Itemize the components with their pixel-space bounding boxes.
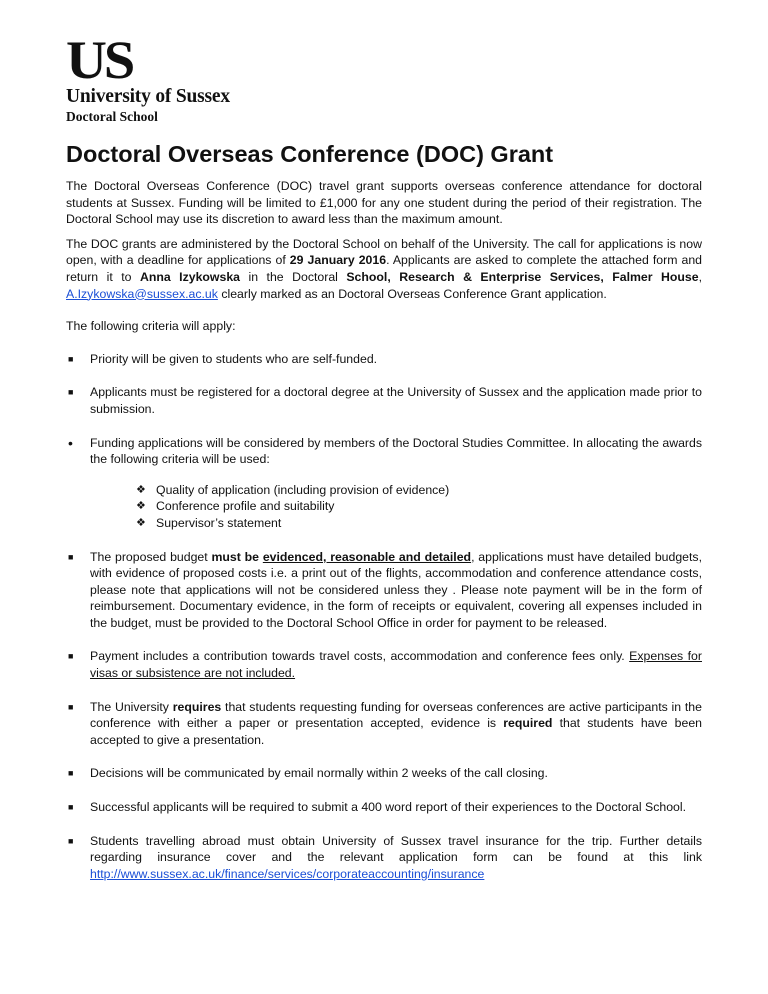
deadline-date: 29 January 2016 <box>289 253 387 268</box>
square-bullet-icon: ■ <box>68 701 74 712</box>
criteria-text: Funding applications will be considered by members of the Doctoral Studies Committee. In allocating the awards the following criteria will be used: <box>90 435 702 467</box>
square-bullet-icon: ■ <box>68 835 74 846</box>
office-address: School, Research & Enterprise Services, Falmer House <box>346 269 699 284</box>
diamond-bullet-icon: ❖ <box>136 516 146 529</box>
contact-name: Anna Izykowska <box>139 269 241 284</box>
square-bullet-icon: ■ <box>68 651 74 662</box>
criteria-emphasis: requires <box>172 699 222 714</box>
criteria-item-decisions <box>66 765 702 782</box>
assessment-criteria-list <box>136 482 702 532</box>
criteria-item-participation <box>66 699 702 749</box>
intro-paragraph-2 <box>66 236 702 302</box>
round-bullet-icon: • <box>68 434 73 451</box>
criteria-item-budget <box>66 549 702 632</box>
logo-university-name: University of Sussex <box>66 86 230 107</box>
criteria-text: Priority will be given to students who are self-funded. <box>90 351 378 366</box>
diamond-bullet-icon: ❖ <box>136 483 146 496</box>
criteria-text: Successful applicants will be required to submit a 400 word report of their experiences to the Doctoral School. <box>90 800 687 815</box>
assessment-text: Supervisor’s statement <box>156 515 282 530</box>
criteria-text: The proposed budget <box>90 549 212 564</box>
criteria-text: Payment includes a contribution towards travel costs, accommodation and conference fees only. <box>90 649 630 664</box>
square-bullet-icon: ■ <box>68 802 74 813</box>
criteria-emphasis: required <box>503 716 553 731</box>
criteria-text: Applicants must be registered for a doctoral degree at the University of Sussex and the application made prior to submission. <box>90 385 702 416</box>
criteria-item-insurance <box>66 833 702 883</box>
document-body <box>66 178 702 899</box>
diamond-bullet-icon: ❖ <box>136 500 146 513</box>
criteria-item-committee <box>66 435 702 532</box>
assessment-item <box>136 515 702 532</box>
intro-p2-text-c: in the Doctoral <box>240 269 347 284</box>
assessment-item <box>136 498 702 515</box>
assessment-text: Conference profile and suitability <box>156 499 335 514</box>
criteria-emphasis: must be <box>211 549 263 564</box>
square-bullet-icon: ■ <box>68 387 74 398</box>
criteria-text: Decisions will be communicated by email normally within 2 weeks of the call closing. <box>90 766 548 781</box>
logo-mark: US <box>66 30 133 90</box>
page-title: Doctoral Overseas Conference (DOC) Grant <box>66 141 554 167</box>
intro-p2-text-d: , <box>698 269 703 284</box>
criteria-item-payment <box>66 648 702 681</box>
intro-p2-text-b: . Applicants are asked to complete the attached form and return it to <box>66 253 703 284</box>
square-bullet-icon: ■ <box>68 551 74 562</box>
intro-p2-text-a: The DOC grants are administered by the Doctoral School on behalf of the University. The call for applications is now open, with a deadline for applications of <box>66 236 702 268</box>
intro-p2-text-e: clearly marked as an Doctoral Overseas Conference Grant application. <box>217 286 607 301</box>
criteria-text: that students requesting funding for overseas conferences are active participants in the conference with either a paper or presentation accepted, evidence is <box>90 699 702 731</box>
contact-email-link[interactable]: A.Izykowska@sussex.ac.uk <box>66 286 218 301</box>
university-logo <box>66 30 256 128</box>
criteria-item-self-funded <box>66 351 702 368</box>
criteria-text: , applications must have detailed budgets, with evidence of proposed costs i.e. a print out of the flights, accommodation and conference attendance costs, please note that applications will not be considered unless they . Please note payment will be in the form of reimbursement. Documentary evidence, in the form of receipts or equivalent, covering all expenses included in the budget, must be provided to the Doctoral School Office in order for payment to be released. <box>90 549 702 630</box>
criteria-list <box>66 351 702 883</box>
criteria-intro: The following criteria will apply: <box>66 319 236 334</box>
logo-school-name: Doctoral School <box>66 109 158 124</box>
assessment-text: Quality of application (including provision of evidence) <box>156 482 450 497</box>
criteria-emphasis-underlined: evidenced, reasonable and detailed <box>262 549 472 564</box>
criteria-underlined: Expenses for visas or subsistence are not included. <box>90 649 702 681</box>
criteria-item-registration <box>66 384 702 417</box>
criteria-text: Students travelling abroad must obtain University of Sussex travel insurance for the trip. Further details regarding insurance cover and the relevant application form can be found at this link <box>90 833 702 865</box>
criteria-item-report <box>66 799 702 816</box>
square-bullet-icon: ■ <box>68 353 74 364</box>
assessment-item <box>136 482 702 499</box>
insurance-link[interactable]: http://www.sussex.ac.uk/finance/services/corporateaccounting/insurance <box>90 866 485 881</box>
square-bullet-icon: ■ <box>68 768 74 779</box>
criteria-text: that students have been accepted to give a presentation. <box>90 716 703 747</box>
intro-paragraph-1: The Doctoral Overseas Conference (DOC) travel grant supports overseas conference attendance for doctoral students at Sussex. Funding will be limited to £1,000 for any one student during the period of their registration. The Doctoral School may use its discretion to award less than the maximum amount. <box>66 179 702 227</box>
criteria-text: The University <box>90 699 173 714</box>
